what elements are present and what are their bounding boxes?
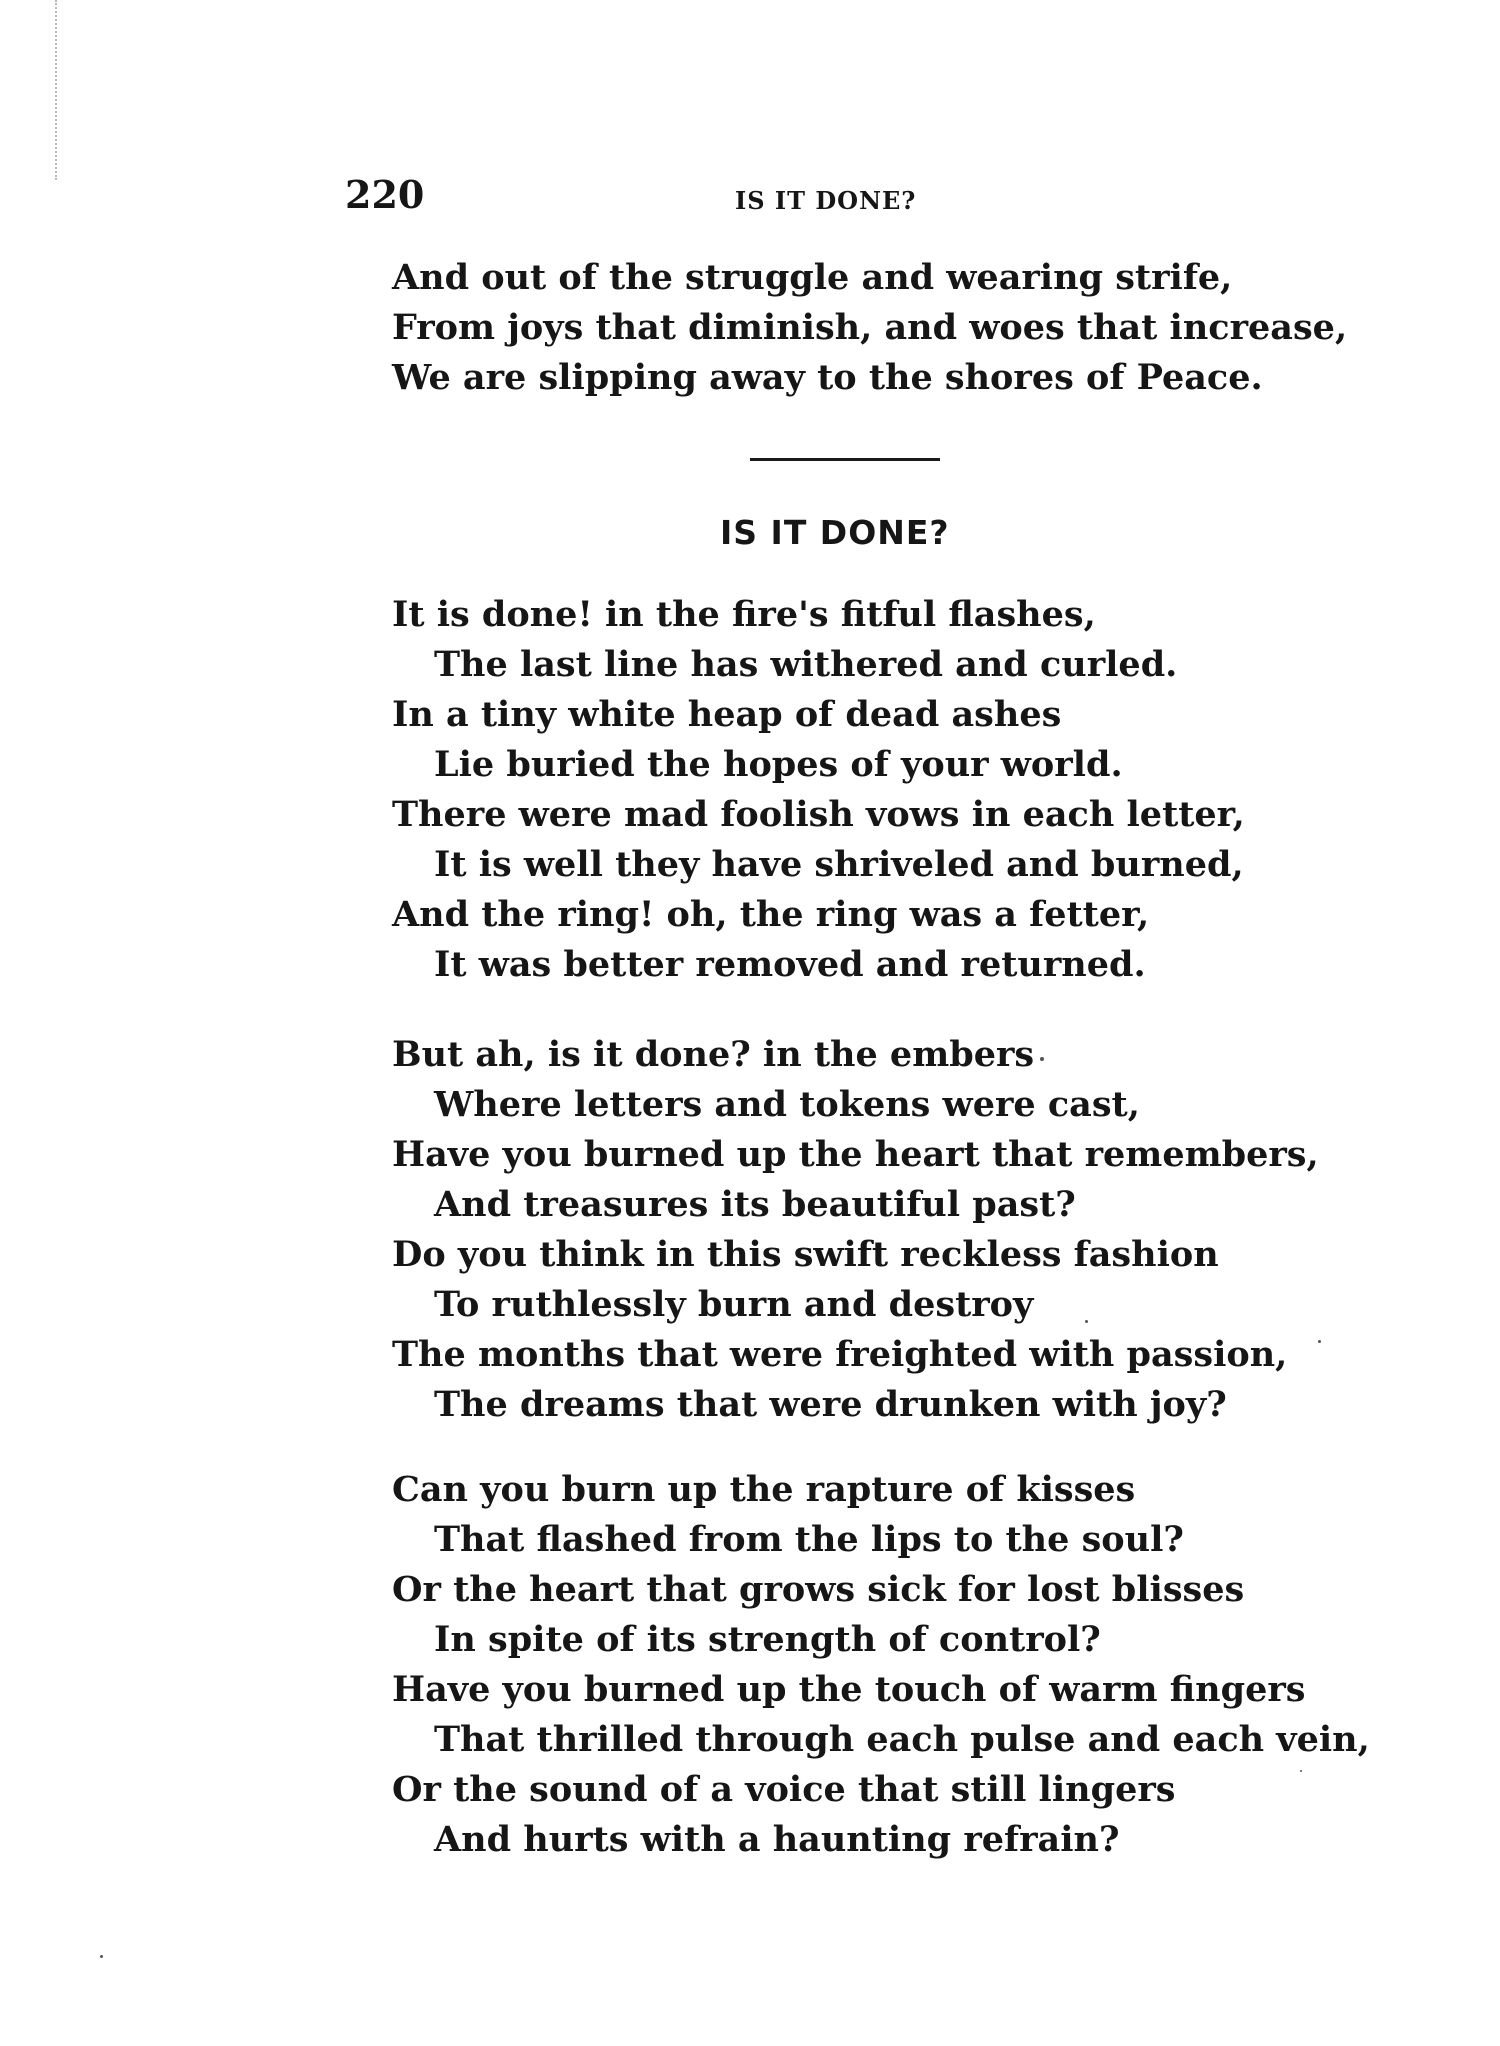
scan-speck [1318, 1340, 1321, 1343]
verse-line-indented: To ruthlessly burn and destroy [434, 1284, 1034, 1325]
verse-line-indented: The last line has withered and curled. [434, 644, 1178, 685]
verse-line: We are slipping away to the shores of Peace. [392, 357, 1263, 398]
verse-line-indented: In spite of its strength of control? [434, 1619, 1101, 1660]
verse-line-indented: That thrilled through each pulse and each vein, [434, 1719, 1370, 1760]
section-divider [750, 458, 940, 461]
stanza-1 [392, 590, 1245, 990]
verse-line-indented: The dreams that were drunken with joy? [434, 1384, 1227, 1425]
verse-line: Do you think in this swift reckless fashion [392, 1234, 1219, 1275]
scan-edge-mark [55, 0, 59, 180]
verse-line: In a tiny white heap of dead ashes [392, 694, 1062, 735]
verse-line: Or the heart that grows sick for lost blisses [392, 1569, 1245, 1610]
page-number: 220 [345, 172, 425, 217]
running-title: IS IT DONE? [735, 186, 917, 215]
scan-speck [100, 1955, 103, 1958]
scan-speck [1300, 1770, 1302, 1772]
verse-line: Have you burned up the touch of warm fingers [392, 1669, 1306, 1710]
verse-line: There were mad foolish vows in each letter, [392, 794, 1245, 835]
verse-line: Have you burned up the heart that remembers, [392, 1134, 1319, 1175]
verse-line-indented: It is well they have shriveled and burned, [434, 844, 1244, 885]
verse-line-indented: Where letters and tokens were cast, [434, 1084, 1140, 1125]
verse-line-indented: It was better removed and returned. [434, 944, 1146, 985]
verse-line: From joys that diminish, and woes that increase, [392, 307, 1348, 348]
verse-line-indented: Lie buried the hopes of your world. [434, 744, 1123, 785]
verse-line: The months that were freighted with passion, [392, 1334, 1288, 1375]
verse-line: Can you burn up the rapture of kisses [392, 1469, 1136, 1510]
verse-line: And out of the struggle and wearing strife, [392, 257, 1233, 298]
poem-title: IS IT DONE? [720, 513, 950, 552]
verse-line: Or the sound of a voice that still lingers [392, 1769, 1176, 1810]
verse-line: But ah, is it done? in the embers [392, 1034, 1035, 1075]
previous-poem-ending [392, 253, 1347, 403]
verse-line-indented: And treasures its beautiful past? [434, 1184, 1076, 1225]
verse-line-indented: And hurts with a haunting refrain? [434, 1819, 1120, 1860]
verse-line: And the ring! oh, the ring was a fetter, [392, 894, 1150, 935]
verse-line-indented: That flashed from the lips to the soul? [434, 1519, 1184, 1560]
stanza-2 [392, 1030, 1319, 1430]
verse-line: It is done! in the fire's fitful flashes, [392, 594, 1096, 635]
scan-speck [1085, 1320, 1088, 1323]
scan-speck [1040, 1057, 1044, 1061]
stanza-3 [392, 1465, 1370, 1865]
